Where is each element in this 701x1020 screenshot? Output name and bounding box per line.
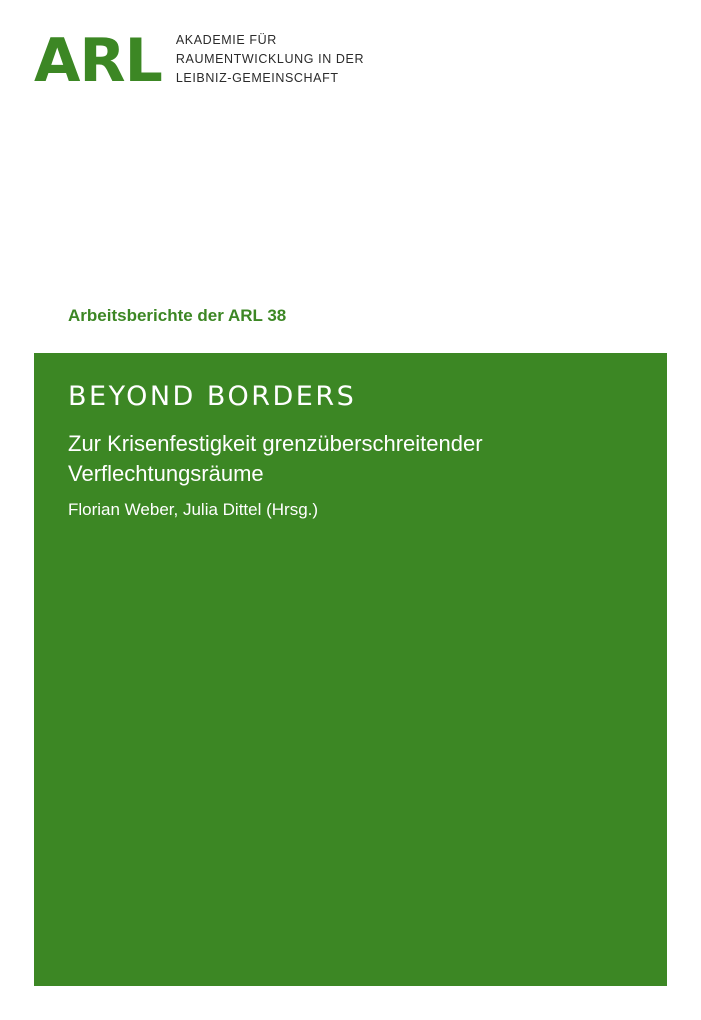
publisher-name-line: RAUMENTWICKLUNG IN DER <box>175 52 365 66</box>
arl-logo-mark: ARL <box>34 26 162 96</box>
subtitle-line: Zur Krisenfestigkeit grenzüberschreitender <box>68 431 483 456</box>
book-subtitle <box>68 429 628 489</box>
book-title: BEYOND BORDERS <box>68 381 357 412</box>
publisher-name-line: LEIBNIZ-GEMEINSCHAFT <box>175 71 339 85</box>
title-panel <box>34 353 667 986</box>
book-editors: Florian Weber, Julia Dittel (Hrsg.) <box>68 500 319 519</box>
series-title: Arbeitsberichte der ARL 38 <box>68 306 287 325</box>
publisher-name <box>176 31 364 88</box>
subtitle-line: Verflechtungsräume <box>68 461 264 486</box>
publisher-logo <box>34 26 365 96</box>
publisher-name-line: AKADEMIE FÜR <box>175 33 277 47</box>
